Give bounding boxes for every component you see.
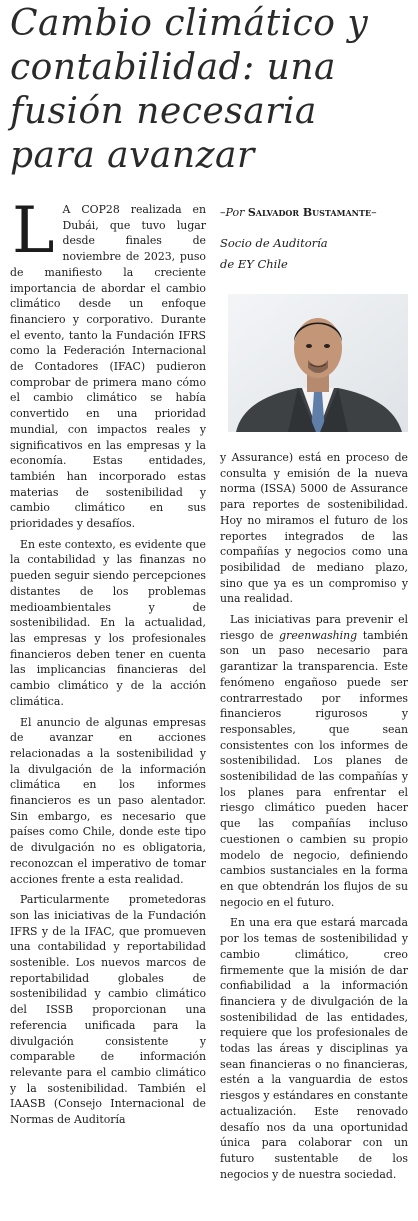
paragraph-6: En una era que estará marcada por los temas de sostenibilidad y cambio climático, creo firmemente que la misión de dar confiabilidad a la información financiera y de divulgación de la sostenibilidad de las entidades, requiere que los profesionales de todas las áreas y disciplinas ya sean financieras o no financieras, estén a la vanguardia de estos riesgos y estándares en constante actualización. Este renovado desafío nos da una oportunidad única para colaborar con un futuro sustentable de los negocios y de nuestra sociedad. <box>220 916 408 1181</box>
author-photo <box>228 294 408 432</box>
paragraph-5-text-b: también son un paso necesario para garantizar la transparencia. Este fenómeno engañoso puede ser contrarrestado por informes financieros rigurosos y responsables, que sean consistentes con los informes de sostenibilidad. Los planes de sostenibilidad de las compañías y los planes para enfrentar el riesgo climático pueden hacer que las compañías incluso cuestionen o cambien su propio modelo de negocio, definiendo cambios sustanciales en la forma en que obtendrán los flujos de su negocio en el futuro. <box>220 628 408 909</box>
article-title: Cambio climático y contabilidad: una fusión necesaria para avanzar <box>10 3 369 176</box>
paragraph-3: El anuncio de algunas empresas de avanzar en acciones relacionadas a la sostenibilidad y la divulgación de la información climática en los informes financieros es un paso alentador. Sin embargo, es necesario que países como Chile, donde este tipo de divulgación no es obligatoria, reconozcan el imperativo de tomar acciones frente a esta realidad. <box>10 715 206 886</box>
author-company: de EY Chile <box>220 256 288 271</box>
byline-prefix: –Por <box>220 206 245 219</box>
paragraph-5-text-a: Las iniciativas para prevenir el riesgo de <box>220 613 408 642</box>
paragraph-4-end: y Assurance) está en proceso de consulta y emisión de la nueva norma (ISSA) 5000 de Assurance para reportes de sostenibilidad. Hoy no miramos el futuro de los reportes integrados de las compañías y negocios como una posibilidad de mediano plazo, sino que ya es un compromiso y una realidad. <box>220 451 408 606</box>
greenwashing-term: greenwashing <box>279 628 358 642</box>
author-name: Salvador Bustamante <box>247 206 372 219</box>
paragraph-2: En este contexto, es evidente que la contabilidad y las finanzas no pueden seguir siendo percepciones distantes de los problemas medioambientales y de sostenibilidad. En la actualidad, las empresas y los profesionales financieros deben tener en cuenta las implicancias financieras del cambio climático y de la acción climática. <box>10 537 206 708</box>
paragraph-1-text: A COP28 realizada en Dubái, que tuvo lugar desde finales de noviembre de 2023, puso de manifiesto la creciente importancia de abordar el cambio climático desde un enfoque financiero y corporativo. Durante el evento, tanto la Fundación IFRS como la Federación Internacional de Contadores (IFAC) pudieron comprobar de primera mano cómo el cambio climático se había convertido en una prioridad mundial, con impactos reales y significativos en las empresas y la economía. Estas entidades, también han incorporado estas materias de sostenibilidad y cambio climático en sus prioridades y desafíos. <box>10 203 206 531</box>
author-portrait-image <box>228 294 408 432</box>
right-column <box>220 450 408 1187</box>
byline-block <box>220 205 408 277</box>
byline-suffix: – <box>371 206 377 219</box>
drop-cap: L <box>12 194 55 268</box>
left-column <box>10 194 206 1133</box>
paragraph-5 <box>220 612 408 910</box>
byline <box>220 205 408 221</box>
paragraph-4-start: Particularmente prometedoras son las iniciativas de la Fundación IFRS y de la IFAC, que promueven una contabilidad y reportabilidad sostenible. Los nuevos marcos de reportabilidad globales de sostenibilidad y cambio climático del ISSB proporcionan una referencia unificada para la divulgación consistente y comparable de información relevante para el cambio climático y la sostenibilidad. También el IAASB (Consejo Internacional de Normas de Auditoría <box>10 893 206 1127</box>
author-role: Socio de Auditoría <box>220 235 328 250</box>
paragraph-1 <box>10 194 206 532</box>
